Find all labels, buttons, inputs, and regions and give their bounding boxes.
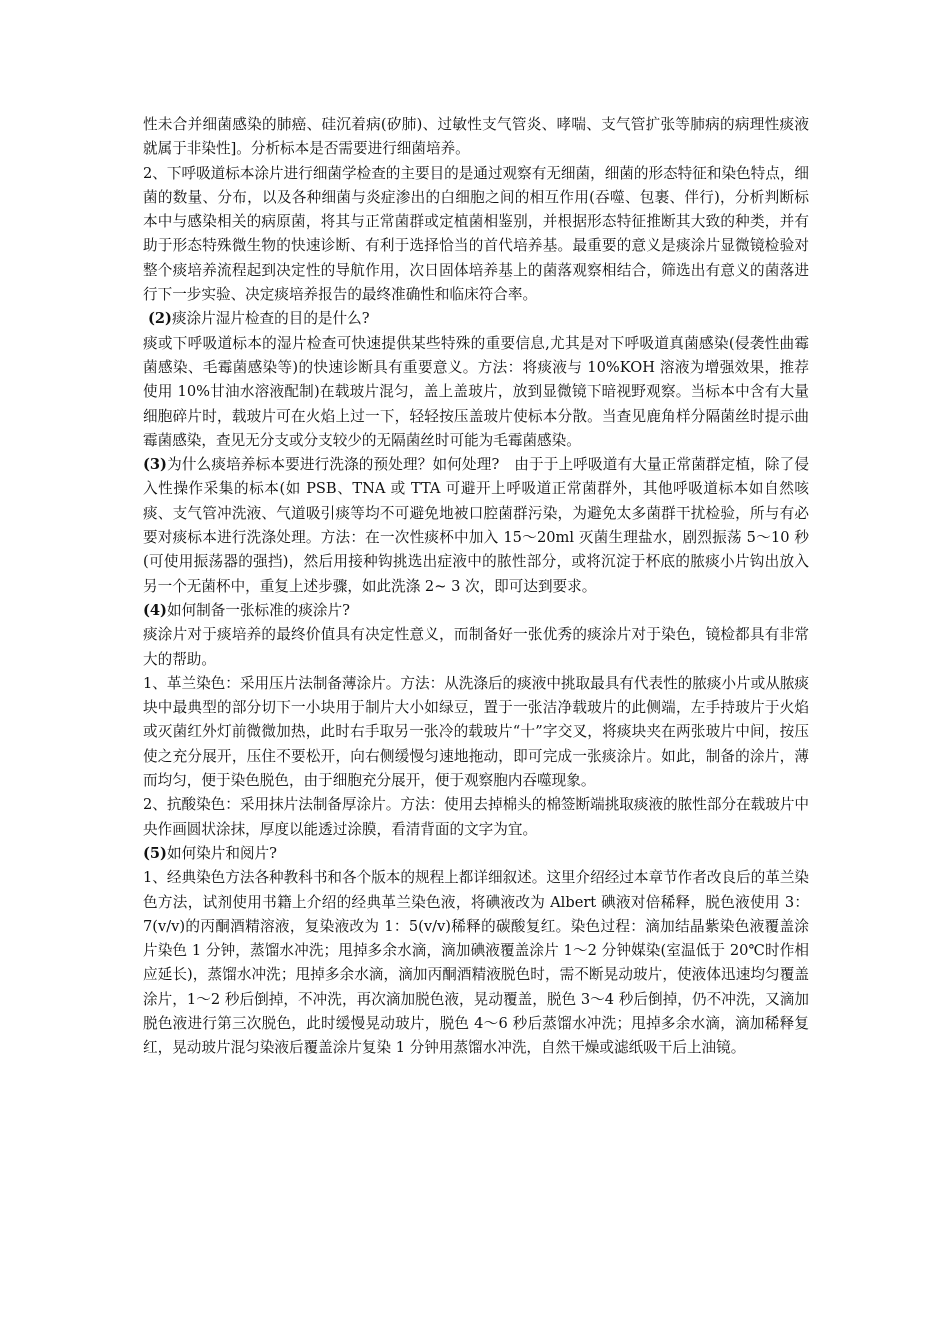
paragraph-5: 1、革兰染色：采用压片法制备薄涂片。方法：从洗涤后的痰液中挑取最具有代表性的脓痰小片或从脓痰块中最典型的部分切下一小块用于制片大小如绿豆，置于一张洁净载玻片的此侧端，左手持玻片于火焰或灭菌红外灯前微微加热，此时右手取另一张冷的载玻片“十”字交叉，将痰块夹在两张玻片中间，按压使之充分展开，压住不要松开，向右侧缓慢匀速地拖动，即可完成一张痰涂片。如此，制备的涂片，薄而均匀，便于染色脱色，由于细胞充分展开，便于观察胞内吞噬现象。 (143, 674, 810, 790)
section-number: (2) (148, 310, 172, 328)
section-heading-2 (143, 307, 809, 331)
paragraph-7: 1、经典染色方法各种教科书和各个版本的规程上都详细叙述。这里介绍经过本章节作者改良后的革兰染色方法，试剂使用书籍上介绍的经典革兰染色液，将碘液改为 Albert 碘液对倍稀释，脱色液使用 3：7(v/v)的丙酮酒精溶液，复染液改为 1：5(v/v)稀释的碳酸复红。染色过程：滴加结晶紫染色液覆盖涂片染色 1 分钟，蒸馏水冲洗；甩掉多余水滴，滴加碘液覆盖涂片 1～2 分钟媒染(室温低于 20℃时作相应延长)，蒸馏水冲洗；甩掉多余水滴，滴加丙酮酒精液脱色时，需不断晃动玻片，使液体迅速均匀覆盖涂片，1～2 秒后倒掉，不冲洗，再次滴加脱色液，晃动覆盖，脱色 3～4 秒后倒掉，仍不冲洗，又滴加脱色液进行第三次脱色，此时缓慢晃动玻片，脱色 4～6 秒后蒸馏水冲洗；甩掉多余水滴，滴加稀释复红，晃动玻片混匀染液后覆盖涂片复染 1 分钟用蒸馏水冲洗，自然干燥或滤纸吸干后上油镜。 (143, 869, 810, 1057)
paragraph-4: 痰涂片对于痰培养的最终价值具有决定性意义，而制备好一张优秀的痰涂片对于染色，镜检都具有非常大的帮助。 (143, 626, 809, 668)
section-number: (3) (143, 456, 167, 474)
section-number: (4) (143, 601, 167, 619)
paragraph-1: 性未合并细菌感染的肺癌、硅沉着病(矽肺)、过敏性支气管炎、哮喘、支气管扩张等肺病的病理性痰液就属于非染性]。分析标本是否需要进行细菌培养。 (143, 116, 809, 158)
document-body (143, 113, 809, 1061)
paragraph-3: 痰或下呼吸道标本的湿片检查可快速提供某些特殊的重要信息,尤其是对下呼吸道真菌感染(侵袭性曲霉菌感染、毛霉菌感染等)的快速诊断具有重要意义。方法：将痰液与 10%KOH 溶液为增强效果，推荐使用 10%甘油水溶液配制)在载玻片混匀，盖上盖玻片，放到显微镜下暗视野观察。当标本中含有大量细胞碎片时，载玻片可在火焰上过一下，轻轻按压盖玻片使标本分散。当查见鹿角样分隔菌丝时提示曲霉菌感染，查见无分支或分支较少的无隔菌丝时可能为毛霉菌感染。 (143, 334, 809, 449)
section-heading-4 (143, 599, 809, 623)
section-heading-5 (143, 842, 809, 866)
paragraph-2: 2、下呼吸道标本涂片进行细菌学检查的主要目的是通过观察有无细菌，细菌的形态特征和染色特点，细菌的数量、分布，以及各种细菌与炎症渗出的白细胞之间的相互作用(吞噬、包裹、伴行)，分析判断标本中与感染相关的病原菌，将其与正常菌群或定植菌相鉴别，并根据形态特征推断其大致的种类，并有助于形态特殊微生物的快速诊断、有利于选择恰当的首代培养基。最重要的意义是痰涂片显微镜检验对整个痰培养流程起到决定性的导航作用，次日固体培养基上的菌落观察相结合，筛选出有意义的菌落进行下一步实验、决定痰培养报告的最终准确性和临床符合率。 (143, 164, 810, 304)
section-title: 痰涂片湿片检查的目的是什么? (171, 310, 370, 328)
paragraph-6: 2、抗酸染色：采用抹片法制备厚涂片。方法：使用去掉棉头的棉签断端挑取痰液的脓性部分在载玻片中央作画圆状涂抹，厚度以能透过涂膜，看清背面的文字为宜。 (143, 796, 810, 838)
section-title: 如何制备一张标准的痰涂片? (166, 601, 350, 619)
section-title: 如何染片和阅片? (166, 844, 277, 862)
section-heading-3 (143, 453, 809, 599)
section-number: (5) (143, 844, 167, 862)
section-title: 为什么痰培养标本要进行洗涤的预处理？如何处理? 由于于上呼吸道有大量正常菌群定植，除了侵入性操作采集的标本(如 PSB、TNA 或 TTA 可避开上呼吸道正常菌群外，其他呼吸道标本如自然咳痰、支气管冲洗液、气道吸引痰等均不可避免地被口腔菌群污染，为避免太多菌群干扰检验，所与有必要对痰标本进行洗涤处理。方法：在一次性痰杯中加入 15～20ml 灭菌生理盐水，剧烈振荡 5～10 秒(可使用振荡器的强挡)，然后用接种钩挑选出症液中的脓性部分，或将沉淀于杯底的脓痰小片钩出放入另一个无菌杯中，重复上述步骤，如此洗涤 2~ 3 次，即可达到要求。 (143, 456, 809, 595)
